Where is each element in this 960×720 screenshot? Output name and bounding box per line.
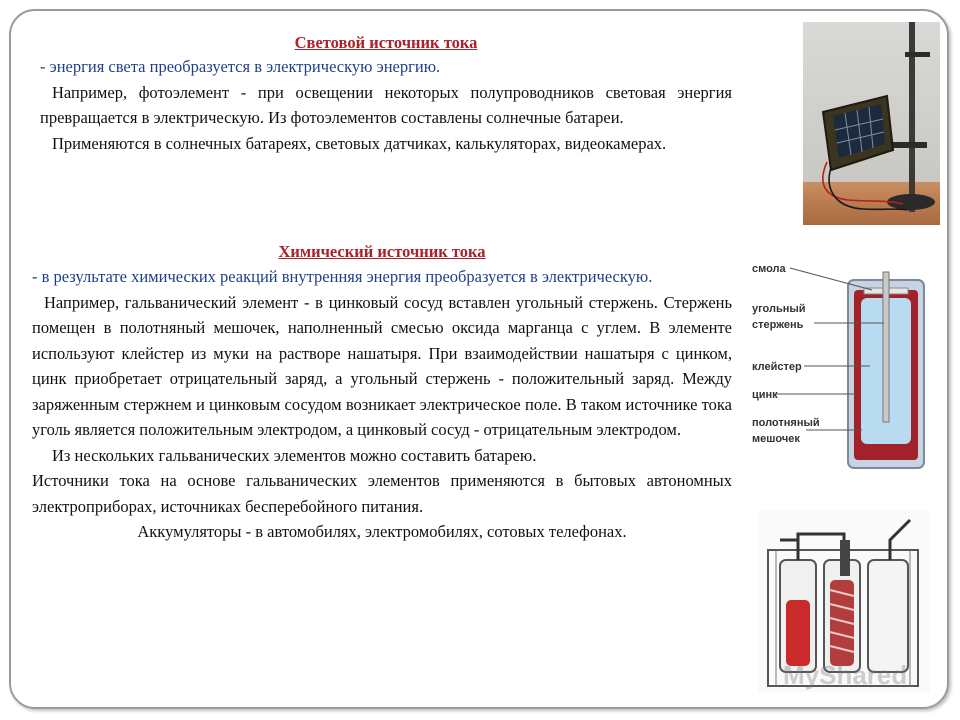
label-bag-1: полотняный (752, 417, 820, 429)
watermark: MyShared (783, 660, 908, 690)
section1-example: Например, фотоэлемент - при освещении некоторых полупроводников световая энергия превращается в электрическую. Из фотоэлементов составлены солнечные батареи. (40, 82, 732, 127)
label-resin: смола (752, 263, 786, 275)
section2-battery: Из нескольких гальванических элементов можно составить батарею. (52, 445, 537, 465)
label-paste: клейстер (752, 361, 802, 373)
section2-usage: Источники тока на основе гальванических элементов применяются в бытовых автономных электроприборах, источниках бесперебойного питания. (32, 471, 732, 516)
label-bag-2: мешочек (752, 433, 800, 445)
section2-definition: - в результате химических реакций внутренняя энергия преобразуется в электрическую. (32, 267, 653, 286)
section2-body (32, 264, 732, 545)
section2-title: Химический источник тока (278, 242, 486, 261)
label-carbon-rod-2: стержень (752, 319, 804, 331)
section2-accumulators: Аккумуляторы - в автомобилях, электромобилях, сотовых телефонах. (137, 522, 627, 541)
section1-body (40, 54, 732, 156)
label-carbon-rod-1: угольный (752, 303, 806, 315)
section1-usage: Применяются в солнечных батареях, световых датчиках, калькуляторах, видеокамерах. (52, 133, 667, 153)
label-zinc: цинк (752, 389, 778, 401)
solar-cell-photo (803, 22, 940, 225)
section1-definition: - энергия света преобразуется в электрическую энергию. (40, 57, 441, 76)
galvanic-element-diagram (748, 250, 938, 480)
section1-title: Световой источник тока (294, 33, 478, 52)
section2-example: Например, гальванический элемент - в цинковый сосуд вставлен угольный стержень. Стержень помещен в полотняный мешочек, наполненный смесью оксида марганца с углем. В элементе используют клейстер из муки на растворе нашатыря. При взаимодействии нашатыря с цинком, цинк приобретает отрицательный заряд, а угольный стержень - положительный заряд. Между заряженным стержнем и цинковым сосудом возникает электрическое поле. В таком источнике тока уголь является положительным электродом, а цинковый сосуд - отрицательным электродом. (32, 292, 732, 439)
